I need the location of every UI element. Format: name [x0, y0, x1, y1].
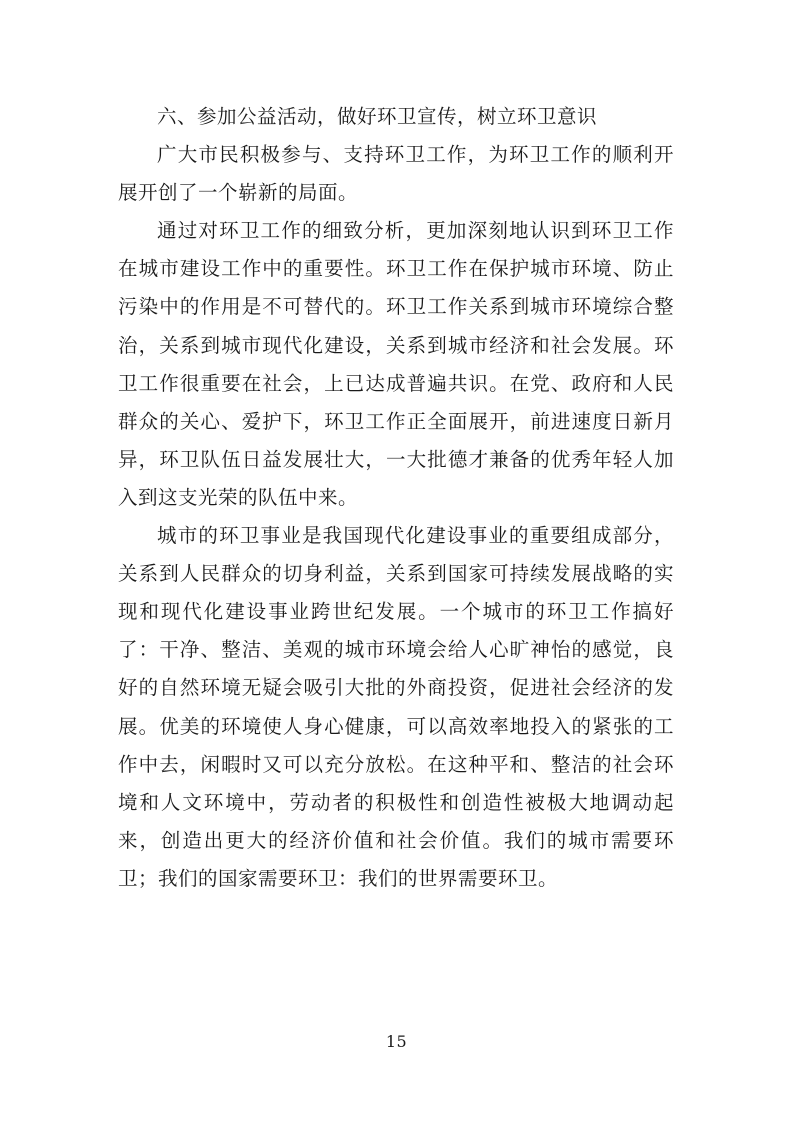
page-content [118, 98, 674, 898]
paragraph: 通过对环卫工作的细致分析，更加深刻地认识到环卫工作在城市建设工作中的重要性。环卫工作在保护城市环境、防止污染中的作用是不可替代的。环卫工作关系到城市环境综合整治，关系到城市现代化建设，关系到城市经济和社会发展。环卫工作很重要在社会，上已达成普遍共识。在党、政府和人民群众的关心、爱护下，环卫工作正全面展开，前进速度日新月异，环卫队伍日益发展壮大，一大批德才兼备的优秀年轻人加入到这支光荣的队伍中来。 [118, 219, 674, 509]
section-heading: 六、参加公益活动，做好环卫宣传，树立环卫意识 [157, 105, 598, 128]
page-number: 15 [385, 1032, 408, 1051]
paragraph: 城市的环卫事业是我国现代化建设事业的重要组成部分，关系到人民群众的切身利益，关系到国家可持续发展战略的实现和现代化建设事业跨世纪发展。一个城市的环卫工作搞好了：干净、整洁、美观的城市环境会给人心旷神怡的感觉，良好的自然环境无疑会吸引大批的外商投资，促进社会经济的发展。优美的环境使人身心健康，可以高效率地投入的紧张的工作中去，闲暇时又可以充分放松。在这种平和、整洁的社会环境和人文环境中，劳动者的积极性和创造性被极大地调动起来，创造出更大的经济价值和社会价值。我们的城市需要环卫；我们的国家需要环卫：我们的世界需要环卫。 [118, 524, 674, 890]
paragraph: 广大市民积极参与、支持环卫工作，为环卫工作的顺利开展开创了一个崭新的局面。 [118, 143, 674, 205]
